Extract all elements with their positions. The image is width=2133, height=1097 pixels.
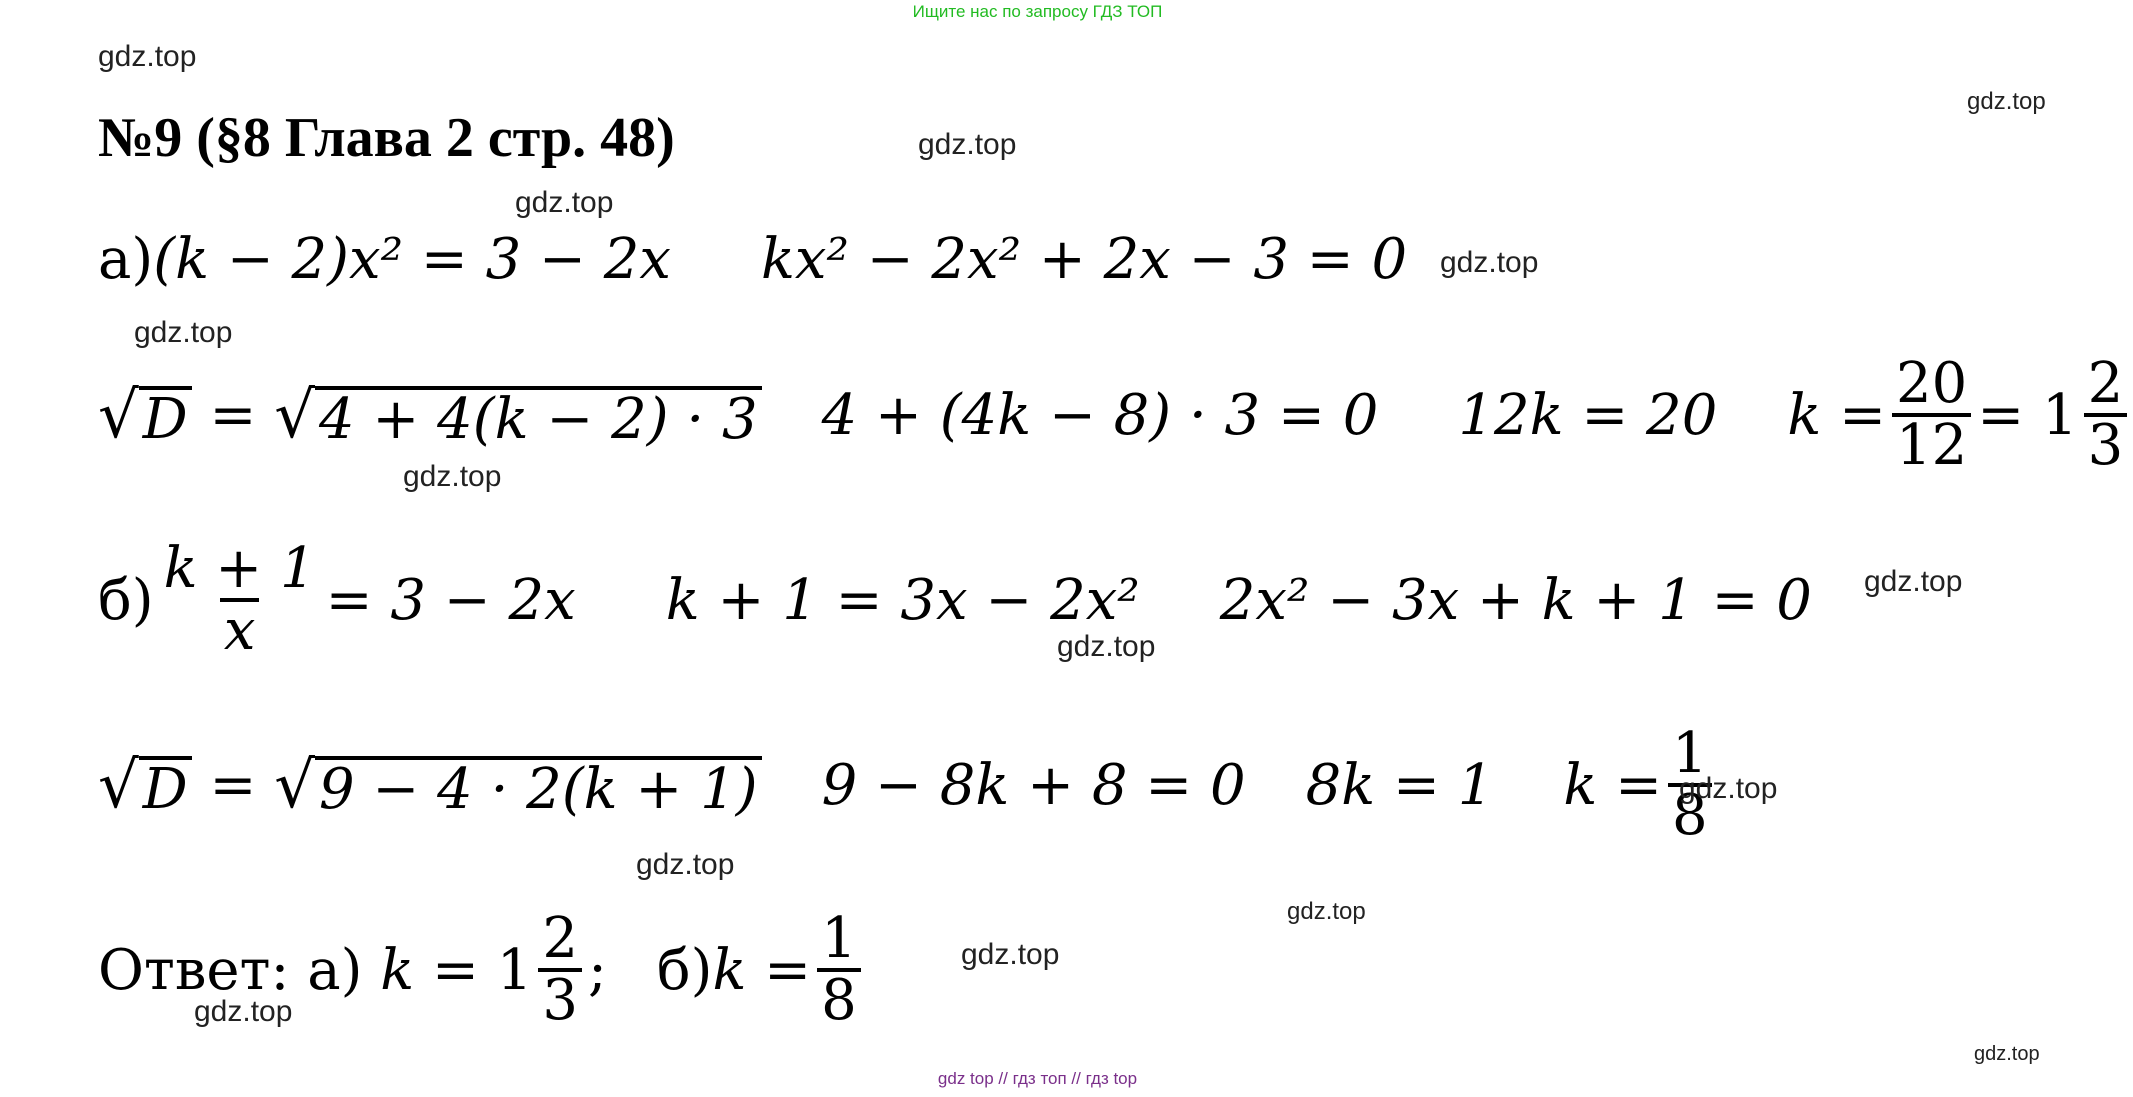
sqrt-expression: √ D bbox=[98, 380, 192, 450]
equation: 12k = 20 bbox=[1458, 382, 1718, 448]
fraction: $\frac{k + 1}{x}$ bbox=[163, 536, 316, 663]
equation: k + 1 = 3x − 2x² bbox=[665, 567, 1140, 633]
watermark: gdz.top bbox=[961, 938, 1060, 971]
fraction: $\frac{1}{8}$ bbox=[1668, 725, 1712, 845]
equation: kx² − 2x² + 2x − 3 = 0 bbox=[760, 226, 1408, 292]
fraction: $\frac{2}{3}$ bbox=[538, 910, 582, 1030]
equation-a-line2: √ D = √ 4 + 4(k − 2) · 3 4 + (4k − 8) · 3 = 0 12k = 20 k = $\frac{20}{12}$ = 1 $\frac{2}{3}$ bbox=[98, 350, 2133, 480]
watermark: gdz.top bbox=[918, 128, 1017, 161]
watermark: gdz.top bbox=[403, 460, 502, 493]
watermark: gdz.top bbox=[1440, 246, 1539, 279]
watermark: gdz.top bbox=[194, 995, 293, 1028]
watermark: gdz.top bbox=[1864, 565, 1963, 598]
part-label: а) bbox=[98, 226, 154, 292]
part-label: б) bbox=[98, 567, 154, 633]
sqrt-expression: √ 4 + 4(k − 2) · 3 bbox=[274, 380, 761, 450]
watermark: gdz.top bbox=[98, 40, 197, 73]
footer-links[interactable]: gdz top // гдз топ // гдз top bbox=[937, 1069, 1138, 1088]
sqrt-expression: √ 9 − 4 · 2(k + 1) bbox=[274, 750, 761, 820]
page-title: №9 (§8 Глава 2 стр. 48) bbox=[98, 107, 675, 169]
answer-label: Ответ: bbox=[98, 937, 290, 1003]
equation: 4 + (4k − 8) · 3 = 0 bbox=[821, 382, 1379, 448]
fraction: $\frac{2}{3}$ bbox=[2084, 355, 2128, 475]
equation: 8k = 1 bbox=[1305, 752, 1494, 818]
answer-line: Ответ: а) k = 1 $\frac{2}{3}$ ; б) k = $\frac{1}{8}$ bbox=[98, 905, 867, 1035]
watermark: gdz.top bbox=[1287, 898, 1366, 925]
watermark: gdz.top bbox=[636, 848, 735, 881]
equation: (k − 2)x² = 3 − 2x bbox=[153, 226, 671, 292]
fraction: $\frac{1}{8}$ bbox=[817, 910, 861, 1030]
fraction: $\frac{20}{12}$ bbox=[1892, 355, 1971, 475]
equation: 2x² − 3x + k + 1 = 0 bbox=[1219, 567, 1812, 633]
watermark: gdz.top bbox=[1679, 772, 1778, 805]
equation-a-line1 bbox=[98, 194, 1407, 324]
watermark: gdz.top bbox=[134, 316, 233, 349]
sqrt-expression: √ D bbox=[98, 750, 192, 820]
top-banner[interactable]: Ищите нас по запросу ГДЗ ТОП bbox=[912, 2, 1163, 21]
watermark: gdz.top bbox=[1974, 1043, 2040, 1065]
equation-b-line2: √ D = √ 9 − 4 · 2(k + 1) 9 − 8k + 8 = 0 8k = 1 k = $\frac{1}{8}$ bbox=[98, 720, 1718, 850]
watermark: gdz.top bbox=[515, 186, 614, 219]
equation: = 3 − 2x bbox=[325, 567, 576, 633]
watermark: gdz.top bbox=[1057, 630, 1156, 663]
equation: 9 − 8k + 8 = 0 bbox=[821, 752, 1246, 818]
watermark: gdz.top bbox=[1967, 88, 2046, 115]
equation-b-line1 bbox=[98, 535, 1812, 665]
